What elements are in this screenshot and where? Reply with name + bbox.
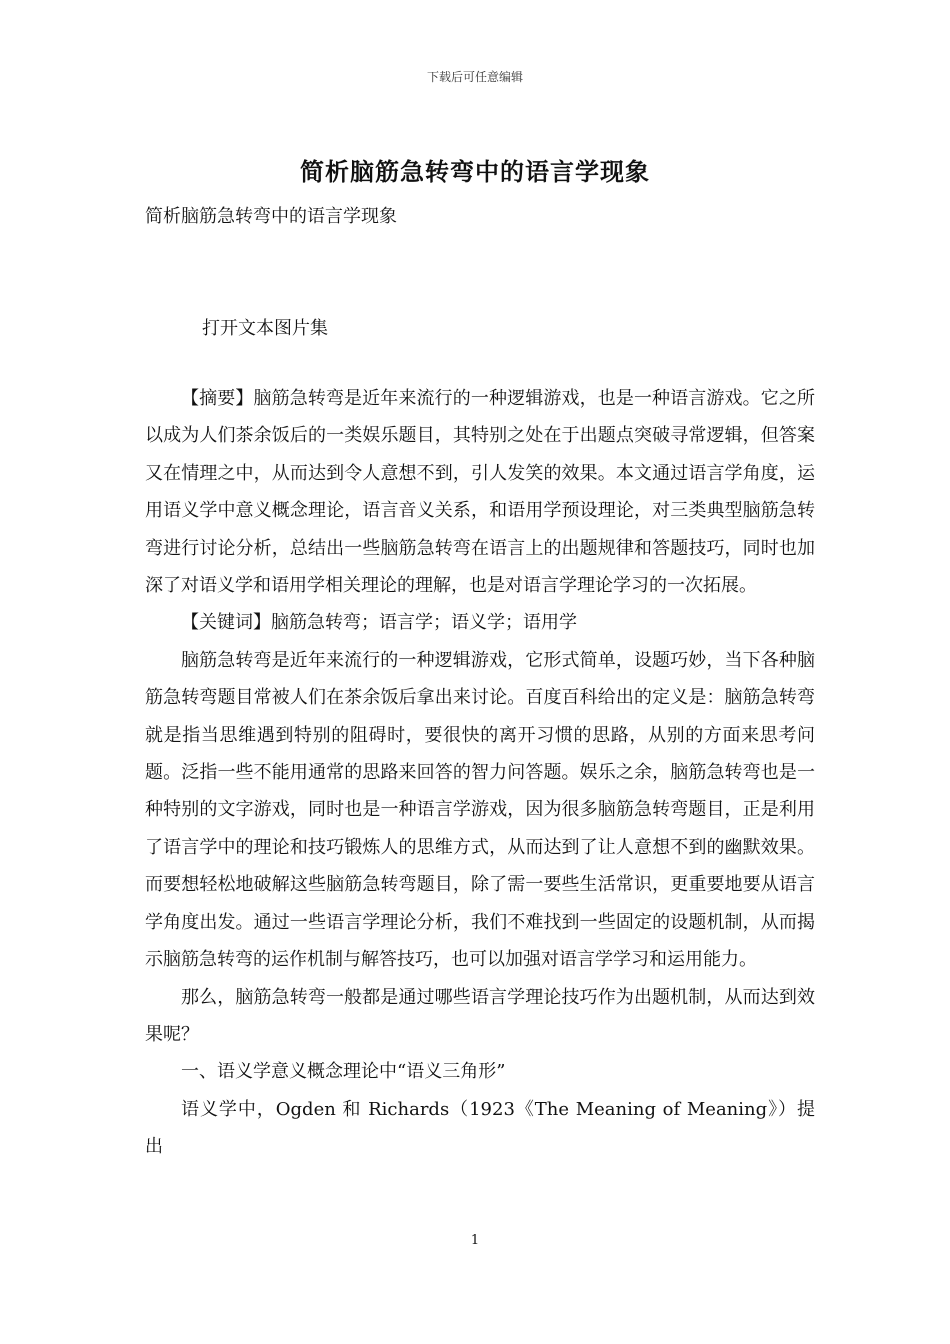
question-paragraph: 那么，脑筋急转弯一般都是通过哪些语言学理论技巧作为出题机制，从而达到效果呢？ [145,986,815,1045]
document-subtitle: 简析脑筋急转弯中的语言学现象 [145,206,397,227]
section-heading: 一、语义学意义概念理论中“语义三角形” [181,1061,506,1083]
abstract-paragraph: 【摘要】脑筋急转弯是近年来流行的一种逻辑游戏，也是一种语言游戏。它之所以成为人们茶余饭后的一类娱乐题目，其特别之处在于出题点突破寻常逻辑，但答案又在情理之中，从而达到令人意想不到，引人发笑的效果。本文通过语言学角度，运用语义学中意义概念理论，语言音义关系，和语用学预设理论，对三类典型脑筋急转弯进行讨论分析，总结出一些脑筋急转弯在语言上的出题规律和答题技巧，同时也加深了对语义学和语用学相关理论的理解，也是对语言学理论学习的一次拓展。 [145,388,815,597]
intro-paragraph: 脑筋急转弯是近年来流行的一种逻辑游戏，它形式简单，设题巧妙，当下各种脑筋急转弯题目常被人们在茶余饭后拿出来讨论。百度百科给出的定义是：脑筋急转弯就是指当思维遇到特别的阻碍时，要很快的离开习惯的思路，从别的方面来思考问题。泛指一些不能用通常的思路来回答的智力问答题。娱乐之余，脑筋急转弯也是一种特别的文字游戏，同时也是一种语言学游戏，因为很多脑筋急转弯题目，正是利用了语言学中的理论和技巧锻炼人的思维方式，从而达到了让人意想不到的幽默效果。而要想轻松地破解这些脑筋急转弯题目，除了需一要些生活常识，更重要地要从语言学角度出发。通过一些语言学理论分析，我们不难找到一些固定的设题机制，从而揭示脑筋急转弯的运作机制与解答技巧，也可以加强对语言学学习和运用能力。 [145,649,815,971]
image-set-link[interactable]: 打开文本图片集 [202,318,328,339]
header-note: 下载后可任意编辑 [426,70,523,84]
document-title: 简析脑筋急转弯中的语言学现象 [300,157,650,186]
section-paragraph: 语义学中，Ogden 和 Richards（1923《The Meaning of Meaning》）提出 [145,1098,815,1158]
body-text [145,380,815,1166]
keywords-paragraph: 【关键词】脑筋急转弯；语言学；语义学；语用学 [181,612,577,634]
page-number: 1 [470,1233,480,1248]
